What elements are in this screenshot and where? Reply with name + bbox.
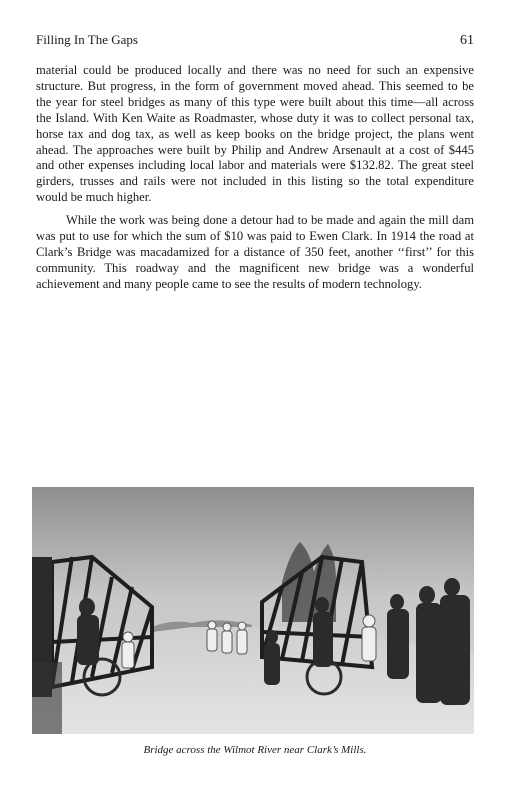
page-number: 61 <box>460 33 474 48</box>
running-title: Filling In The Gaps <box>36 32 138 47</box>
running-head <box>36 32 474 49</box>
paragraph: While the work was being done a detour had to be made and again the mill dam was put to use for which the sum of $10 was paid to Ewen Clark. In 1914 the road at Clark’s Bridge was macadamized for a distance of 350 feet, another ‘‘first’’ for this community. This roadway and the magnificent new bridge was a wonderful achievement and many people came to see the results of modern technology. <box>36 213 474 291</box>
paragraph-continued: material could be produced locally and there was no need for such an expensive structure. But progress, in the form of government moved ahead. This seemed to be the year for steel bridges as many of this type were built about this time—all across the Island. With Ken Waite as Roadmaster, whose duty it was to collect personal tax, horse tax and dog tax, as well as keep books on the bridge project, the plans went ahead. The approaches were built by Philip and Andrew Arsenault at a cost of $445 and other expenses including local labor and materials were $132.82. The great steel girders, trusses and rails were not included in this listing so the total expenditure would be much higher. <box>36 63 474 205</box>
figure-caption: Bridge across the Wilmot River near Clark’s Mills. <box>143 744 367 756</box>
bridge-photograph <box>32 487 474 734</box>
body-text <box>36 63 474 300</box>
